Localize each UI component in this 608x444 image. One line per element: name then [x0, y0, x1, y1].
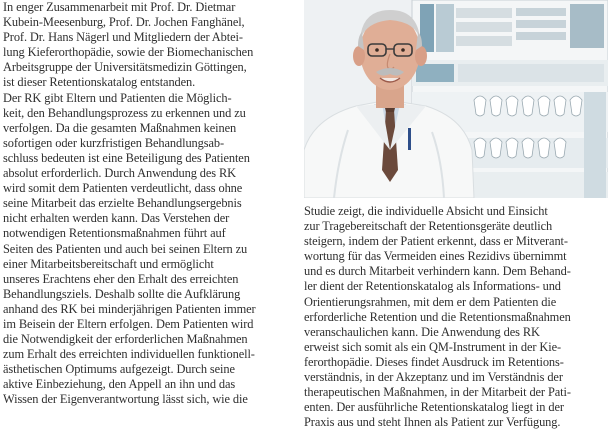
text-line: unseres Erachtens eher den Erhalt des erreichten [3, 271, 239, 286]
text-line: Prof. Dr. Hans Nägerl und Mitgliedern der Abtei- [3, 30, 243, 45]
text-line: In enger Zusammenarbeit mit Prof. Dr. Dietmar [3, 0, 236, 14]
text-line: nicht erhalten werden kann. Das Verstehen der [3, 211, 230, 226]
text-line: steigern, indem der Patient erkennt, dass er Mitverant- [304, 234, 568, 249]
right-text-column [304, 204, 608, 430]
left-text-column [3, 0, 299, 408]
text-line: Seiten des Patienten und auch bei seinen Eltern zu [3, 241, 248, 256]
text-line: absolut erforderlich. Durch Anwendung des RK [3, 166, 237, 181]
text-line: Orientierungsrahmen, mit dem er dem Patienten die [304, 294, 557, 309]
text-line: und es durch Mitarbeit verhindern kann. Dem Behand- [304, 264, 571, 279]
text-line: ler dient der Retentionskatalog als Informations- und [304, 279, 561, 294]
text-line: wortung für das Vermeiden eines Rezidivs übernimmt [304, 249, 567, 264]
text-line: enten. Der ausführliche Retentionskatalog liegt in der [304, 400, 564, 415]
text-line: erweist sich somit als ein QM-Instrument in der Kie- [304, 339, 562, 354]
text-line: verständnis, in der Akzeptanz und im Verständnis der [304, 370, 563, 385]
text-line: veranschaulichen kann. Die Anwendung des RK [304, 324, 540, 339]
text-line: die Notwendigkeit der erforderlichen Maßnahmen [3, 332, 248, 347]
text-line: sofortigen oder kurzfristigen Behandlungsab- [3, 135, 224, 150]
text-line: wird somit dem Patienten verdeutlicht, dass ohne [3, 181, 243, 196]
text-line: therapeutischen Maßnahmen, in der Mitarbeit der Pati- [304, 385, 571, 400]
text-line: Praxis aus und steht Ihnen als Patient zur Verfügung. [304, 415, 561, 430]
text-line: aktive Einbeziehung, den Appell an ihn und das [3, 377, 236, 392]
text-line: erforderliche Retention und die Retentionsmaßnahmen [304, 309, 571, 324]
text-line: Kubein-Meesenburg, Prof. Dr. Jochen Fanghänel, [3, 15, 245, 30]
text-line: anhand des RK bei minderjährigen Patienten immer [3, 301, 256, 316]
portrait-photo [304, 0, 608, 198]
text-line: lung Kieferorthopädie, sowie der Biomechanischen [3, 45, 254, 60]
text-line: seine Mitarbeit das erzielte Behandlungsergebnis [3, 196, 242, 211]
text-line: verfolgen. Da die gesamten Maßnahmen keinen [3, 120, 237, 135]
text-line: zum Erhalt des erreichten individuellen funktionell- [3, 347, 255, 362]
text-line: notwendigen Retentionsmaßnahmen führt auf [3, 226, 226, 241]
text-line: Behandlungsziels. Deshalb sollte die Aufklärung [3, 286, 241, 301]
text-line: ästhetischen Optimums aufgezeigt. Durch seine [3, 362, 235, 377]
text-line: einer Mitarbeitsbereitschaft und ermöglicht [3, 256, 214, 271]
text-line: im Beisein der Eltern erfolgen. Dem Patienten wird [3, 316, 254, 331]
text-line: zur Tragebereitschaft der Retentionsgeräte deutlich [304, 219, 553, 234]
text-line: schluss bedeuten ist eine Beteiligung des Patienten [3, 150, 250, 165]
text-line: ferorthopädie. Dieses findet Ausdruck im Retentions- [304, 354, 564, 369]
text-line: Der RK gibt Eltern und Patienten die Möglich- [3, 90, 232, 105]
text-line: ist dieser Retentionskatalog entstanden. [3, 75, 196, 90]
text-line: Arbeitsgruppe der Universitätsmedizin Göttingen, [3, 60, 247, 75]
text-line: Studie zeigt, die individuelle Absicht und Einsicht [304, 204, 548, 218]
text-line: Wissen der Eigenverantwortung lässt sich, wie die [3, 392, 248, 407]
text-line: keit, den Behandlungsprozess zu erkennen und zu [3, 105, 246, 120]
